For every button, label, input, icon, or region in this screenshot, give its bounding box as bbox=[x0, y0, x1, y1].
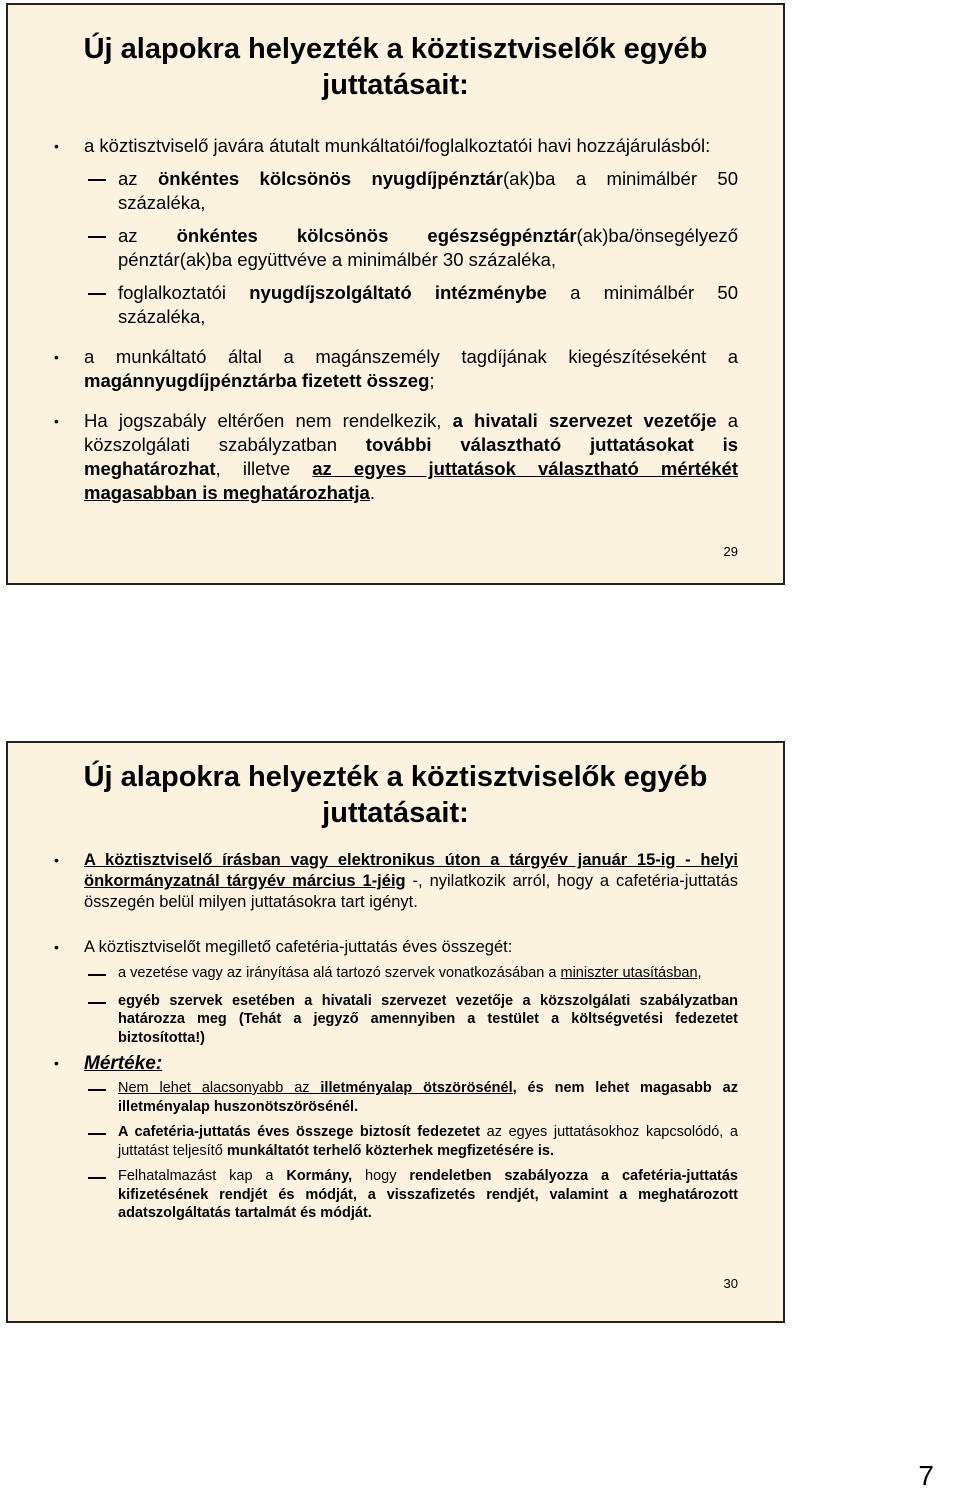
slide-title bbox=[28, 759, 763, 831]
slide-29 bbox=[6, 3, 785, 585]
sub-bullet-other-bodies: egyéb szervek esetében a hivatali szervezet vezetője a közszolgálati szabályzatban határozza meg (Tehát a jegyző amennyiben a testület a költségvetési fedezetet biztosította!) bbox=[54, 992, 738, 1048]
sub-bullet-minister: a vezetése vagy az irányítása alá tartozó szervek vonatkozásában a miniszter utasításban, bbox=[54, 964, 738, 983]
title-line-1: Új alapokra helyezték a köztisztviselők egyéb bbox=[83, 33, 708, 65]
bullet-private-pension: • a munkáltató által a magánszemély tagdíjának kiegészítéseként a magánnyugdíjpénztárba fizetett összeg; bbox=[54, 345, 738, 393]
sub-bullet-public-charges: A cafetéria-juttatás éves összege biztosít fedezetet az egyes juttatásokhoz kapcsolódó, a juttatást teljesítő munkáltatót terhelő közterhek megfizetésére is. bbox=[54, 1123, 738, 1160]
sub-bullet-minimum: Nem lehet alacsonyabb az illetményalap ötszörösénél, és nem lehet magasabb az illetményalap huszonötszörösénél. bbox=[54, 1079, 738, 1116]
slide-body bbox=[54, 134, 738, 505]
page-number: 7 bbox=[918, 1460, 934, 1491]
bullet-declaration: • A köztisztviselő írásban vagy elektronikus úton a tárgyév január 15-ig - helyi önkormányzatnál tárgyév március 1-jéig -, nyilatkozik arról, hogy a cafetéria-juttatás összegén belül milyen juttatásokra tart igényt. bbox=[54, 850, 738, 913]
slide-page-number: 30 bbox=[723, 1276, 738, 1291]
sub-bullet-health-fund: az önkéntes kölcsönös egészségpénztár(ak)ba/önsegélyező pénztár(ak)ba együttvéve a minimálbér 30 százaléka, bbox=[54, 224, 738, 272]
slide-title bbox=[28, 31, 763, 103]
bullet-annual-amount: • A köztisztviselőt megillető cafetéria-juttatás éves összegét: bbox=[54, 937, 738, 958]
title-line-1: Új alapokra helyezték a köztisztviselők egyéb bbox=[83, 761, 708, 793]
bullet-extent: • Mértéke: bbox=[54, 1053, 738, 1074]
sub-bullet-pension-fund: az önkéntes kölcsönös nyugdíjpénztár(ak)ba a minimálbér 50 százaléka, bbox=[54, 167, 738, 215]
title-line-2: juttatásait: bbox=[322, 797, 469, 829]
bullet-head-of-office: • Ha jogszabály eltérően nem rendelkezik, a hivatali szervezet vezetője a közszolgálati szabályzatban további választható juttatásokat is meghatározhat, illetve az egyes juttatások választható mértékét magasabban is meghatározhatja. bbox=[54, 409, 738, 505]
sub-bullet-government: Felhatalmazást kap a Kormány, hogy rendeletben szabályozza a cafetéria-juttatás kifizetésének rendjét és módját, a visszafizetés rendjét, valamint a meghatározott adatszolgáltatás tartalmát és módját. bbox=[54, 1167, 738, 1223]
bullet-contribution: • a köztisztviselő javára átutalt munkáltatói/foglalkoztatói havi hozzájárulásból: bbox=[54, 134, 738, 158]
slide-30 bbox=[6, 741, 785, 1323]
title-line-2: juttatásait: bbox=[322, 69, 469, 101]
slide-page-number: 29 bbox=[723, 544, 738, 559]
slide-body bbox=[54, 850, 738, 1223]
sub-bullet-pension-institution: foglalkoztatói nyugdíjszolgáltató intézménybe a minimálbér 50 százaléka, bbox=[54, 281, 738, 329]
